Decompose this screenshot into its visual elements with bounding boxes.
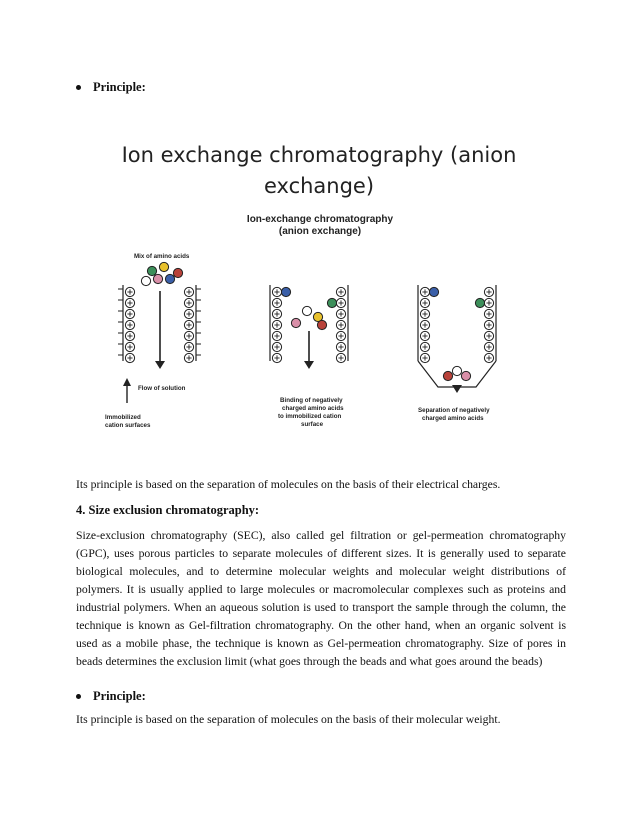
label-immob-1: Immobilized (105, 414, 141, 421)
ion-exchange-diagram (100, 245, 540, 435)
label-flow: Flow of solution (138, 385, 186, 392)
principle-bullet-1 (76, 80, 146, 95)
paragraph-ion-principle: Its principle is based on the separation of molecules on the basis of their electrical charges. (76, 478, 501, 491)
label-sep-2: charged amino acids (422, 415, 484, 422)
figure-subtitle-line-1: Ion-exchange chromatography (246, 214, 394, 225)
bullet-icon (76, 694, 81, 699)
figure-title (100, 140, 538, 202)
label-immob-2: cation surfaces (105, 422, 151, 429)
label-binding-3: to immobilized cation (278, 413, 342, 420)
label-binding-2: charged amino acids (282, 405, 344, 412)
principle-bullet-2 (76, 689, 146, 704)
paragraph-size-exclusion: Size-exclusion chromatography (SEC), also called gel filtration or gel-permeation chromatography (GPC), uses porous particles to separate molecules of different sizes. It is generally used to separate biological molecules, and to determine molecular weights and molecular weight distributions of polymers. It is usually applied to large molecules or macromolecular complexes such as proteins and industrial polymers. When an aqueous solution is used to transport the sample through the column, the technique is known as Gel-filtration chromatography. On the other hand, when an organic solvent is used as a mobile phase, the technique is known as Gel-permeation chromatography. Size of pores in beads determines the exclusion limit (what goes through the beads and what goes around the beads) (76, 529, 566, 668)
panel-binding (270, 285, 348, 428)
panel-separation (418, 285, 496, 422)
bound-surface-right (336, 287, 345, 362)
label-binding-4: surface (301, 421, 324, 428)
panel-mix (105, 253, 201, 429)
cation-surface-left (125, 287, 134, 362)
label-binding-1: Binding of negatively (280, 397, 343, 404)
bound-surface-left (272, 287, 281, 362)
figure-subtitle (200, 214, 440, 238)
label-sep-1: Separation of negatively (418, 407, 490, 414)
cation-surface-right (184, 287, 193, 362)
figure-title-line-2: exchange) (263, 174, 375, 198)
principle-heading: Principle: (93, 689, 146, 703)
figure-title-line-1: Ion exchange chromatography (anion (121, 143, 517, 167)
bullet-icon (76, 85, 81, 90)
principle-heading: Principle: (93, 80, 146, 94)
heading-size-exclusion: 4. Size exclusion chromatography: (76, 503, 260, 517)
paragraph-size-principle: Its principle is based on the separation of molecules on the basis of their molecular weight. (76, 713, 501, 726)
separation-surface-right (484, 287, 493, 362)
label-mix: Mix of amino acids (134, 253, 190, 260)
figure-subtitle-line-2: (anion exchange) (278, 226, 362, 237)
separation-surface-left (420, 287, 429, 362)
amino-acid-mix (141, 262, 182, 285)
